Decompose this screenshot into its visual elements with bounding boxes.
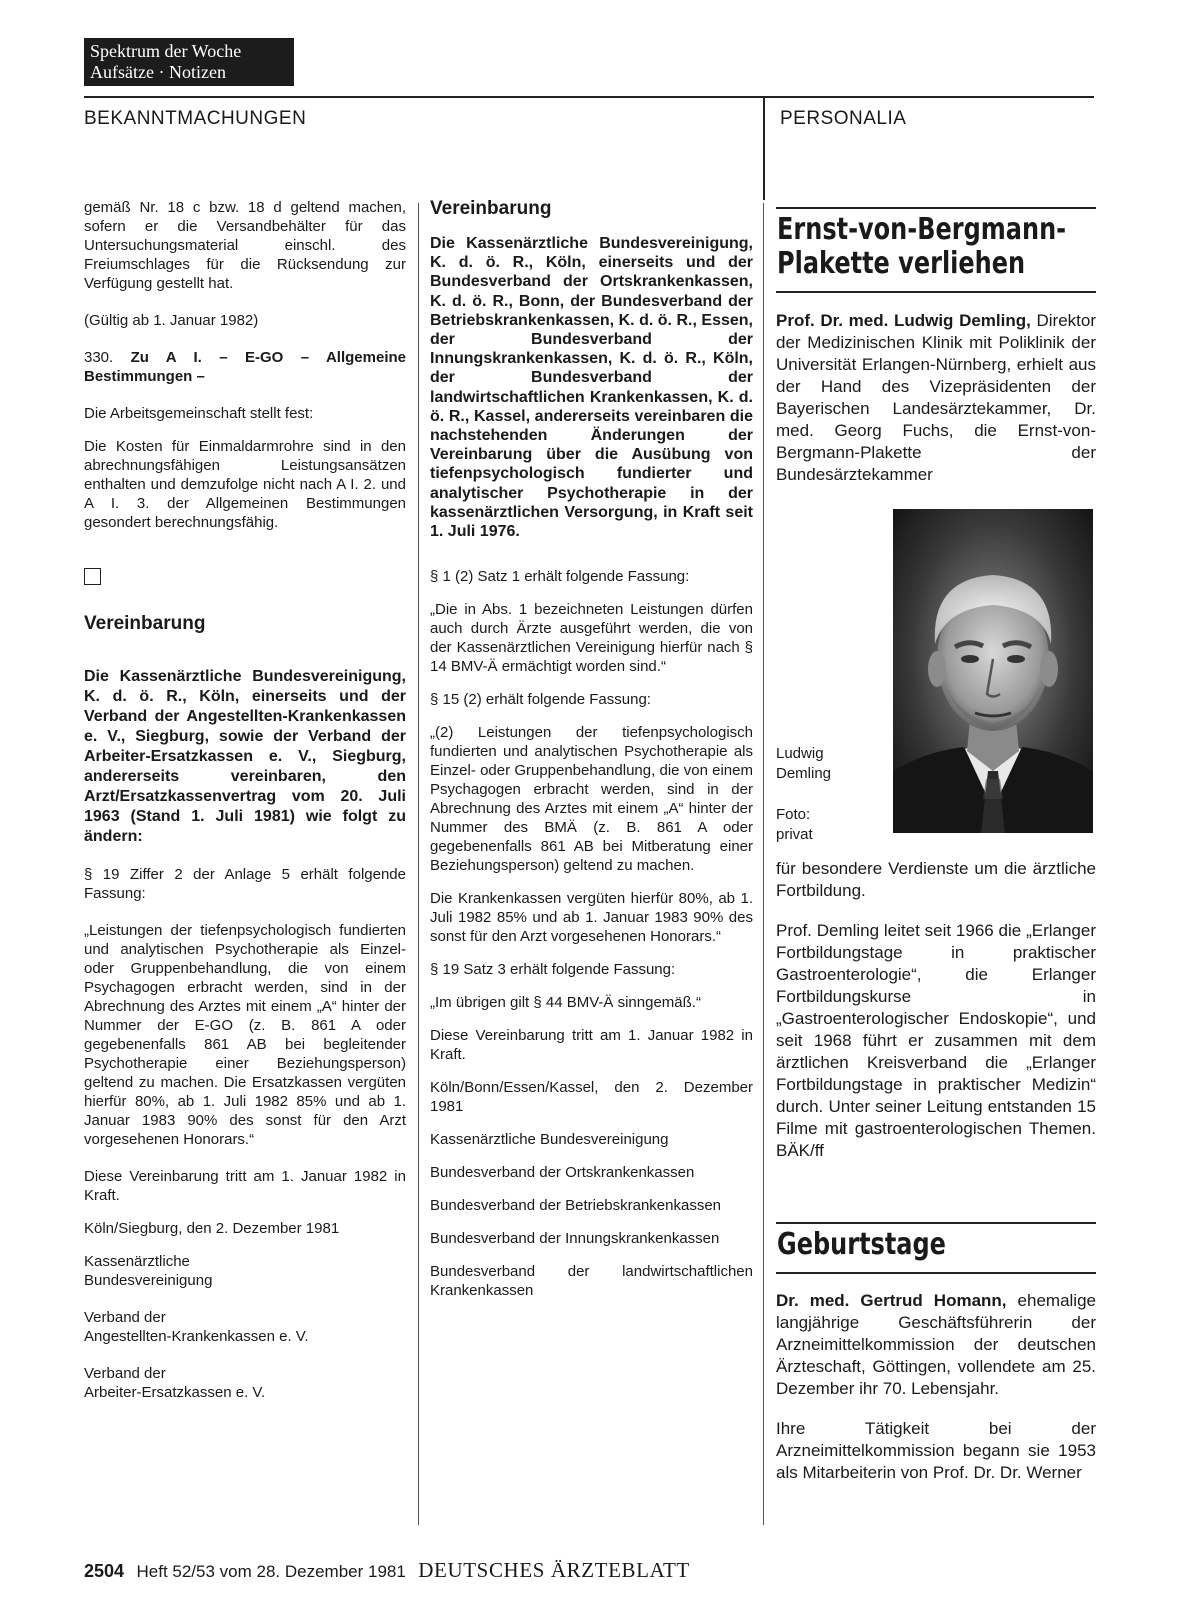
header-rule	[84, 96, 1094, 98]
col1-signature-2	[84, 1308, 406, 1346]
col3-paragraph-5: Ihre Tätigkeit bei der Arzneimittelkommission begann sie 1953 als Mitarbeiterin von Prof. Dr. Dr. Werner	[776, 1419, 1096, 1482]
photo-caption	[776, 744, 831, 784]
sig-line: Angestellten-Krankenkassen e. V.	[84, 1328, 309, 1345]
headline-line-1: Ernst-von-Bergmann-	[777, 212, 1067, 247]
col1-paragraph-4: Die Arbeitsgemeinschaft stellt fest:	[84, 405, 314, 422]
column-1	[84, 198, 406, 1416]
credit-line-2: privat	[776, 826, 813, 843]
col3-paragraph-3: Prof. Demling leitet seit 1966 die „Erlanger Fortbildungstage in praktischer Gastroenterologie“, die Erlanger Fortbildungskurse in „Gastroenterologischer Endoskopie“, und seit 1968 führt er zusammen mit dem ärztlichen Kreisverband die „Erlanger Fortbildungstage in praktischer Medizin“ durch. Unter seiner Leitung entstanden 15 Filme mit gastroenterologischen Themen. BÄK/ff	[776, 921, 1096, 1160]
col1-paragraph-6: § 19 Ziffer 2 der Anlage 5 erhält folgende Fassung:	[84, 866, 406, 902]
column-3-middle	[776, 858, 1096, 1180]
col1-paragraph-5: Die Kosten für Einmaldarmrohre sind in den abrechnungsfähigen Leistungsansätzen enthalten und demzufolge nicht nach A I. 2. und A I. 3. der Allgemeinen Bestimmungen gesondert berechnungsfähig.	[84, 438, 406, 531]
column-separator-1	[418, 203, 419, 1525]
header-divider	[763, 96, 765, 200]
headline-bergmann	[777, 213, 1066, 281]
col2-paragraph-8: Diese Vereinbarung tritt am 1. Januar 1982 in Kraft.	[430, 1027, 753, 1064]
col2-paragraph-5: Die Krankenkassen vergüten hierfür 80%, ab 1. Juli 1982 85% und ab 1. Januar 1983 90% des sonst für den Arzt vorgesehenen Honorars.“	[430, 890, 753, 946]
col3-paragraph-4-text: ehemalige langjährige Geschäftsführerin der Arzneimittelkommission der deutschen Ärzteschaft, Göttingen, vollendete am 25. Dezember ihr 70. Lebensjahr.	[776, 1291, 1096, 1398]
col2-paragraph-6: § 19 Satz 3 erhält folgende Fassung:	[430, 961, 676, 979]
col3-paragraph-2: für besondere Verdienste um die ärztliche Fortbildung.	[776, 859, 1096, 900]
end-mark-square	[84, 568, 101, 585]
col2-paragraph-1: § 1 (2) Satz 1 erhält folgende Fassung:	[430, 568, 690, 586]
col3-paragraph-1	[776, 310, 1096, 486]
col1-section-title: Vereinbarung	[84, 613, 206, 634]
portrait-person-icon	[893, 509, 1093, 833]
section-label-box	[84, 38, 294, 86]
col1-paragraph-8: Diese Vereinbarung tritt am 1. Januar 1982 in Kraft.	[84, 1168, 406, 1204]
col1-paragraph-7: „Leistungen der tiefenpsychologisch fundierten und analytischen Psychotherapie als Einzel- oder Gruppenbehandlung, die von einem Psychagogen erbracht werden, sind in der Abrechnung des Arztes mit einem „A“ hinter der Nummer der E-GO (z. B. 861 A oder gegebenenfalls 861 AB bei begleitender Psychotherapie einer Beziehungsperson) geltend zu machen. Die Ersatzkassen vergüten hierfür 80%, ab 1. Juli 1982 85% und ab 1. Januar 1983 90% des sonst für den Arzt vorgesehenen Honorars.“	[84, 922, 406, 1148]
col2-signature-2: Bundesverband der Ortskrankenkassen	[430, 1164, 695, 1182]
section-heading-right: PERSONALIA	[780, 108, 907, 129]
photo-credit	[776, 805, 813, 845]
col1-paragraph-9: Köln/Siegburg, den 2. Dezember 1981	[84, 1220, 340, 1237]
page-number: 2504	[84, 1561, 125, 1581]
headline2-rule-bottom	[776, 1272, 1096, 1274]
col1-item-330	[84, 348, 406, 386]
col2-intro: Die Kassenärztliche Bundesvereinigung, K. d. ö. R., Köln, einerseits und der Bundesverband der Ortskrankenkassen, K. d. ö. R., Bonn, der Bundesverband der Betriebskrankenkassen, K. d. ö. R., Essen, der Bundesverband der Innungskrankenkassen, K. d. ö. R., Köln, der Bundesverband der landwirtschaftlichen Krankenkassen, K. d. ö. R., Kassel, andererseits vereinbaren die nachstehenden Änderungen der Vereinbarung über die Ausübung von tiefenpsychologisch fundierter und analytischer Psychotherapie in der kassenärztlichen Versorgung, in Kraft seit 1. Juli 1976.	[430, 235, 753, 541]
col1-signature-1	[84, 1252, 406, 1290]
headline-rule-top	[776, 207, 1096, 209]
credit-line-1: Foto:	[776, 806, 811, 823]
column-separator-2	[763, 203, 764, 1525]
sig-line: Verband der	[84, 1309, 166, 1326]
sig-line: Bundesvereinigung	[84, 1272, 213, 1289]
col2-paragraph-9: Köln/Bonn/Essen/Kassel, den 2. Dezember 1981	[430, 1079, 753, 1116]
col3-person-name: Prof. Dr. med. Ludwig Demling,	[776, 311, 1031, 330]
column-2	[430, 198, 753, 1314]
col2-paragraph-7: „Im übrigen gilt § 44 BMV-Ä sinngemäß.“	[430, 994, 701, 1012]
section-heading-left: BEKANNTMACHUNGEN	[84, 108, 307, 129]
col3-person-name-2: Dr. med. Gertrud Homann,	[776, 1291, 1007, 1310]
sig-line: Arbeiter-Ersatzkassen e. V.	[84, 1384, 266, 1401]
col2-signature-1: Kassenärztliche Bundesvereinigung	[430, 1131, 669, 1149]
col2-signature-4: Bundesverband der Innungskrankenkassen	[430, 1230, 720, 1248]
footer	[84, 1558, 690, 1583]
col3-paragraph-1-text: Direktor der Medizinischen Klinik mit Poliklinik der Universität Erlangen-Nürnberg, erhielt aus der Hand des Vizepräsidenten der Bayerischen Landesärztekammer, Dr. med. Georg Fuchs, die Ernst-von-Bergmann-Plakette der Bundesärztekammer	[776, 311, 1096, 484]
box-line-1: Spektrum der Woche	[90, 41, 242, 61]
headline-line-2: Plakette verliehen	[777, 246, 1026, 281]
caption-line-1: Ludwig	[776, 745, 824, 762]
item-number: 330.	[84, 349, 114, 366]
item-title: Zu A I. – E-GO – Allgemeine Bestimmungen –	[84, 349, 406, 385]
col3-paragraph-4	[776, 1290, 1096, 1400]
col2-paragraph-3: § 15 (2) erhält folgende Fassung:	[430, 691, 651, 709]
col2-paragraph-2: „Die in Abs. 1 bezeichneten Leistungen dürfen auch durch Ärzte ausgeführt werden, die von der Kassenärztlichen Vereinigung hierfür nach § 14 BMV-Ä ermächtigt worden sind.“	[430, 601, 753, 676]
col1-signature-3	[84, 1364, 406, 1402]
col2-section-title: Vereinbarung	[430, 198, 552, 219]
headline2-rule-top	[776, 1222, 1096, 1224]
headline-geburtstage: Geburtstage	[777, 1227, 946, 1262]
col1-intro: Die Kassenärztliche Bundesvereinigung, K. d. ö. R., Köln, einerseits und der Verband der Angestellten-Krankenkassen e. V., Siegburg, sowie der Verband der Arbeiter-Ersatzkassen e. V., Siegburg, andererseits vereinbaren, den Arzt/Ersatzkassenvertrag vom 20. Juli 1963 (Stand 1. Juli 1981) wie folgt zu ändern:	[84, 668, 406, 845]
col2-signature-5: Bundesverband der landwirtschaftlichen Krankenkassen	[430, 1263, 753, 1300]
sig-line: Verband der	[84, 1365, 166, 1382]
sig-line: Kassenärztliche	[84, 1253, 190, 1270]
col1-paragraph-1: gemäß Nr. 18 c bzw. 18 d geltend machen, sofern er die Versandbehälter für das Untersuchungsmaterial einschl. des Freiumschlages für die Rücksendung zur Verfügung gestellt hat.	[84, 199, 406, 292]
col2-signature-3: Bundesverband der Betriebskrankenkassen	[430, 1197, 722, 1215]
journal-name: DEUTSCHES ÄRZTEBLATT	[418, 1558, 690, 1582]
box-line-2: Aufsätze · Notizen	[90, 62, 226, 82]
column-3-top	[776, 310, 1096, 504]
portrait-photo	[893, 509, 1093, 833]
col2-paragraph-4: „(2) Leistungen der tiefenpsychologisch fundierten und analytischen Psychotherapie als Einzel- oder Gruppenbehandlung, die von einem Psychagogen erbracht werden, sind in der Abrechnung des Arztes mit einem „A“ hinter der Nummer des BMÄ (z. B. 861 A oder gegebenenfalls 861 AB bei Mitberatung einer Beziehungsperson) geltend zu machen.	[430, 724, 753, 875]
headline-rule-bottom	[776, 291, 1096, 293]
col1-validity: (Gültig ab 1. Januar 1982)	[84, 312, 259, 329]
caption-line-2: Demling	[776, 765, 832, 782]
column-3-bottom	[776, 1290, 1096, 1502]
issue-info: Heft 52/53 vom 28. Dezember 1981	[136, 1562, 406, 1581]
